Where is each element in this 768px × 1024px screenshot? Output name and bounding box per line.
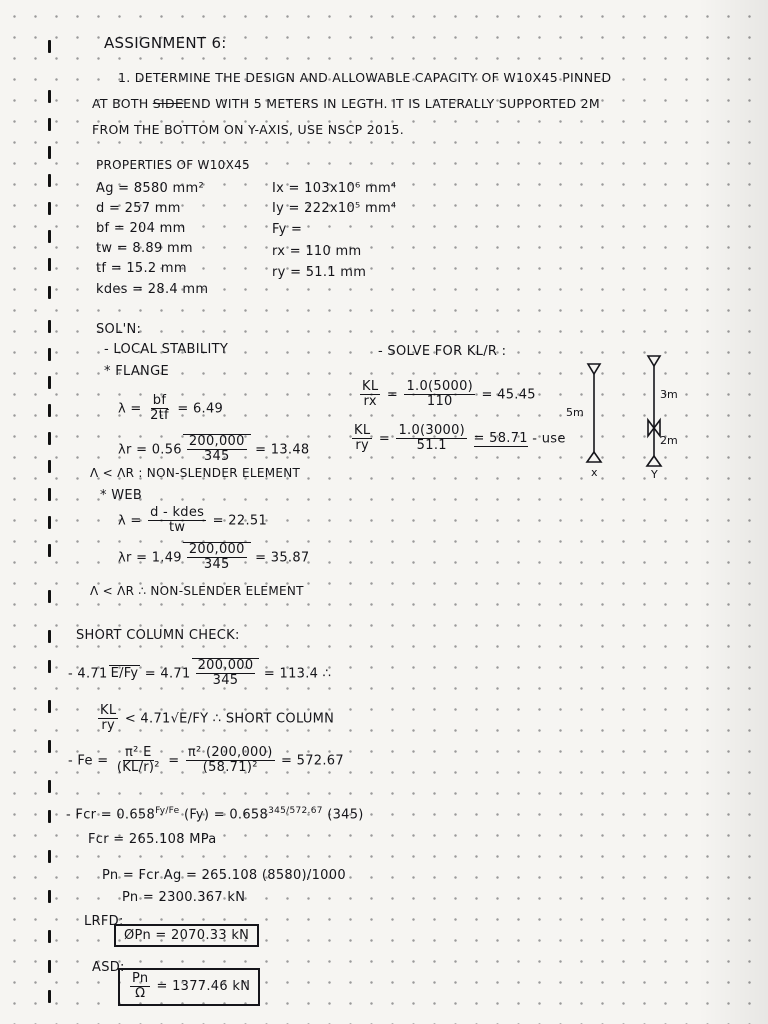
bottom-pin-support <box>647 456 661 466</box>
e-over-fy-fraction <box>196 659 256 689</box>
kl-over-ry-fraction <box>352 424 372 454</box>
limit-coefficient: - 4.71 <box>68 666 108 682</box>
equals-sign: = <box>386 387 399 403</box>
web-lambda-r <box>118 542 309 573</box>
short-column-conclusion <box>96 704 334 734</box>
fcr-exponent: Fy/Fe <box>155 806 180 816</box>
e-over-fy-fraction <box>187 435 247 465</box>
flange-lambda-result: = 6.49 <box>177 401 224 417</box>
prop-tw: tw = 8.89 mm <box>96 241 193 256</box>
prop-ry: ry = 51.1 mm <box>272 265 367 280</box>
web-lambda-r-result: = 35.87 <box>255 550 310 566</box>
margin-mark <box>48 376 51 389</box>
fraction-numerator: KL <box>100 703 117 718</box>
struck-word: SIDE <box>152 96 184 111</box>
fraction-denominator: 345 <box>203 557 230 573</box>
euler-values-fraction <box>186 746 275 776</box>
fraction-denominator: ry <box>355 438 369 454</box>
problem-line-3: FROM THE BOTTOM ON Y-AXIS, USE NSCP 2015. <box>92 122 405 137</box>
fraction-numerator: 1.0(5000) <box>406 379 474 394</box>
fraction-numerator: 200,000 <box>197 658 254 673</box>
fraction-numerator: π² E <box>125 745 152 760</box>
fraction-numerator: π² (200,000) <box>187 745 273 760</box>
prop-d: d = 257 mm <box>96 201 181 216</box>
limit-result: = 113.4 ∴ <box>263 666 332 682</box>
fraction-denominator: Ω <box>135 986 146 1002</box>
margin-mark <box>48 990 51 1003</box>
lambda-r-coefficient: λr = 1.49 <box>118 550 182 566</box>
column-x-axis-diagram <box>560 358 630 478</box>
margin-mark <box>48 258 51 271</box>
asd-result-box <box>118 968 260 1006</box>
margin-mark <box>48 348 51 361</box>
lambda-r-coefficient: λr = 0.56 <box>118 442 182 458</box>
flange-heading: * FLANGE <box>104 364 169 379</box>
sqrt-term <box>183 434 251 465</box>
equals-sign: = <box>378 431 391 447</box>
margin-mark <box>48 90 51 103</box>
asd-result <box>118 968 260 1006</box>
asd-label: ASD: <box>92 960 125 975</box>
fraction-denominator: 2tf <box>150 408 169 424</box>
margin-mark <box>48 432 51 445</box>
problem-line-2-start: AT BOTH <box>92 96 153 111</box>
margin-mark <box>48 930 51 943</box>
kl-over-rx-fraction <box>360 380 380 410</box>
margin-mark <box>48 230 51 243</box>
sqrt-e-over-fy: E/Fy <box>110 666 139 682</box>
kl-rx-equation <box>358 380 536 410</box>
flange-lambda-r-result: = 13.48 <box>255 442 310 458</box>
margin-mark <box>48 960 51 973</box>
margin-mark <box>48 590 51 603</box>
fraction-denominator: 51.1 <box>416 438 447 454</box>
flange-lambda <box>118 394 223 424</box>
prop-ag: Ag = 8580 mm² <box>96 181 204 196</box>
fraction-numerator: bf <box>152 393 167 408</box>
bottom-pin-support <box>587 452 601 462</box>
kl-over-ry-fraction <box>98 704 118 734</box>
kl-r-heading: - SOLVE FOR KL/R : <box>378 344 507 359</box>
limit-coefficient-2: = 4.71 <box>144 666 191 682</box>
properties-heading: PROPERTIES OF W10X45 <box>96 158 250 172</box>
problem-line-1: 1. DETERMINE THE DESIGN AND ALLOWABLE CAPACITY OF W10X45 PINNED <box>118 70 612 85</box>
margin-mark <box>48 890 51 903</box>
lrfd-result: ØPn = 2070.33 kN <box>114 924 259 947</box>
margin-mark <box>48 544 51 557</box>
short-column-heading: SHORT COLUMN CHECK: <box>76 628 240 643</box>
bf-over-2tf-fraction <box>148 394 171 424</box>
fcr-equation <box>66 806 364 822</box>
short-column-limit <box>68 658 331 689</box>
fraction-denominator: ry <box>101 718 115 734</box>
axis-label-x: x <box>591 466 598 479</box>
assignment-title: ASSIGNMENT 6: <box>104 34 227 52</box>
sqrt-term <box>192 658 260 689</box>
margin-mark <box>48 660 51 673</box>
fraction-denominator: 345 <box>212 673 239 689</box>
d-minus-kdes-fraction <box>148 506 206 536</box>
lrfd-result-box <box>114 928 259 943</box>
pn-equation: Pn = Fcr Ag = 265.108 (8580)/1000 <box>102 868 346 883</box>
fe-label: - Fe = <box>68 753 109 769</box>
lower-segment-label: 2m <box>660 434 678 447</box>
e-over-fy-fraction <box>187 543 247 573</box>
fraction-numerator: KL <box>354 423 371 438</box>
fraction-numerator: 200,000 <box>188 434 245 449</box>
kl-rx-result: = 45.45 <box>481 387 536 403</box>
margin-mark <box>48 320 51 333</box>
sqrt-term <box>183 542 251 573</box>
top-pin-support <box>648 356 660 366</box>
margin-mark <box>48 516 51 529</box>
lrfd-label: LRFD: <box>84 914 124 929</box>
fcr-fy-value: (345) <box>327 807 364 823</box>
prop-tf: tf = 15.2 mm <box>96 261 187 276</box>
problem-line-2 <box>92 96 600 111</box>
fraction-numerator: d - kdes <box>150 505 205 520</box>
top-pin-support <box>588 364 600 374</box>
column-y-axis-diagram <box>634 350 704 480</box>
web-conclusion: Λ < ΛR ∴ NON-SLENDER ELEMENT <box>90 584 304 598</box>
local-stability-heading: - LOCAL STABILITY <box>104 342 229 357</box>
web-lambda <box>118 506 267 536</box>
margin-mark <box>48 810 51 823</box>
margin-mark <box>48 174 51 187</box>
fraction-denominator: rx <box>363 394 377 410</box>
prop-iy: Iy = 222x10⁵ mm⁴ <box>272 201 397 216</box>
use-note: - use <box>532 431 566 447</box>
fraction-denominator: tw <box>168 520 186 536</box>
prop-fy: Fy = <box>272 222 303 237</box>
fcr-base: - Fcr = 0.658 <box>66 807 156 823</box>
flange-conclusion: Λ < ΛR : NON-SLENDER ELEMENT <box>90 466 301 480</box>
fcr-result: Fcr = 265.108 MPa <box>88 832 217 847</box>
prop-kdes: kdes = 28.4 mm <box>96 282 209 297</box>
prop-bf: bf = 204 mm <box>96 221 186 236</box>
kl-ry-equation <box>350 424 566 454</box>
fraction-numerator: Pn <box>132 971 149 986</box>
margin-mark <box>48 780 51 793</box>
margin-mark <box>48 404 51 417</box>
euler-formula-fraction <box>115 746 162 776</box>
solution-heading: SOL'N: <box>96 322 142 337</box>
prop-rx: rx = 110 mm <box>272 244 362 259</box>
fraction-denominator: 110 <box>426 394 453 410</box>
asd-value: = 1377.46 kN <box>156 979 251 995</box>
web-heading: * WEB <box>100 488 143 503</box>
margin-mark <box>48 488 51 501</box>
lambda-symbol: λ = <box>118 513 142 529</box>
fe-result: = 572.67 <box>281 753 344 769</box>
flange-lambda-r <box>118 434 309 465</box>
margin-mark <box>48 202 51 215</box>
lambda-symbol: λ = <box>118 401 142 417</box>
margin-mark <box>48 700 51 713</box>
margin-mark <box>48 118 51 131</box>
problem-line-2-end: END WITH 5 METERS IN LEGTH. IT IS LATERALLY SUPPORTED 2M <box>183 96 600 111</box>
fraction-denominator: (58.71)² <box>202 760 258 776</box>
kl-ry-result: = 58.71 <box>473 431 528 447</box>
fraction-denominator: (KL/r)² <box>116 760 160 776</box>
margin-mark <box>48 40 51 53</box>
short-column-text: < 4.71√E/FY ∴ SHORT COLUMN <box>124 711 335 727</box>
fcr-exponent-values: 345/572.67 <box>268 806 323 816</box>
kl-rx-value-fraction <box>404 380 475 410</box>
upper-segment-label: 3m <box>660 388 678 401</box>
pn-result: Pn = 2300.367 kN <box>122 890 246 905</box>
column-length-label: 5m <box>566 406 584 419</box>
margin-mark <box>48 630 51 643</box>
fraction-denominator: 345 <box>203 449 230 465</box>
equals-sign: = <box>168 753 180 769</box>
web-lambda-result: = 22.51 <box>212 513 268 529</box>
margin-mark <box>48 740 51 753</box>
fcr-substitution: (Fy) = 0.658 <box>183 807 269 823</box>
fraction-numerator: 200,000 <box>188 542 245 557</box>
kl-ry-value-fraction <box>396 424 467 454</box>
fraction-numerator: KL <box>362 379 379 394</box>
margin-mark <box>48 460 51 473</box>
margin-mark <box>48 286 51 299</box>
axis-label-y: Y <box>651 468 658 481</box>
prop-ix: Ix = 103x10⁶ mm⁴ <box>272 181 397 196</box>
pn-over-omega-fraction <box>130 972 150 1002</box>
margin-mark <box>48 850 51 863</box>
euler-stress-equation <box>68 746 344 776</box>
fraction-numerator: 1.0(3000) <box>398 423 466 438</box>
margin-mark <box>48 146 51 159</box>
